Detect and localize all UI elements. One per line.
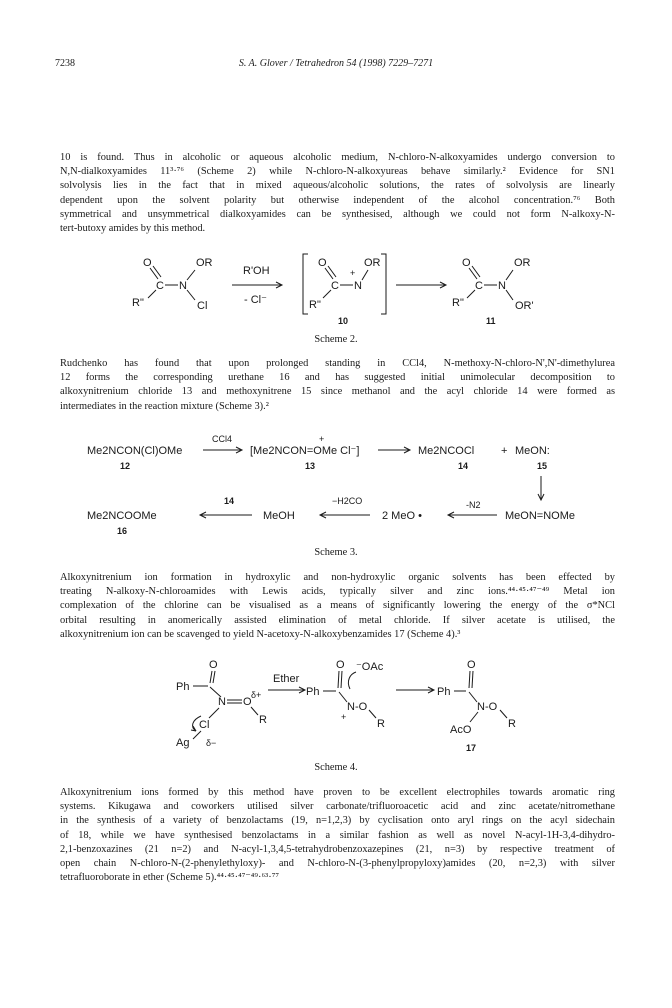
reagent-14-label: 14 bbox=[224, 496, 235, 506]
atom-label: O bbox=[462, 257, 471, 269]
scheme-2-diagram bbox=[0, 248, 672, 328]
partial-charge: δ+ bbox=[251, 690, 262, 700]
text-line: tetrafluoroborate in ether (Scheme 5).⁴⁴·⁴⁵·⁴⁷⁻⁴⁹·⁶³·⁷⁷ bbox=[60, 872, 279, 884]
atom-label: OR bbox=[196, 257, 213, 269]
acyl-chloride-14: Me2NCOCl bbox=[418, 445, 475, 457]
plus-sign: + bbox=[501, 445, 508, 457]
atom-label: N bbox=[498, 280, 506, 292]
loss-label: −H2CO bbox=[332, 496, 363, 506]
text-line: alkoxynitrenium ion can be scavenged to yield N-acetoxy-N-alkoxybenzamides 17 (Scheme 4).³ bbox=[60, 628, 461, 640]
compound-number: 13 bbox=[305, 461, 316, 471]
text-line: 12 forms the corresponding urethane 16 and has suggested initial unimolecular decomposition to bbox=[60, 372, 615, 384]
text-line: 10 is found. Thus in alcoholic or aqueous alcoholic medium, N-chloro-N-alkoxyamides undergo conversion to bbox=[60, 152, 615, 163]
compound-number: 14 bbox=[458, 461, 469, 471]
atom-label: C bbox=[475, 280, 483, 292]
atom-label: Cl bbox=[197, 300, 208, 312]
methoxyl-radical: 2 MeO • bbox=[382, 510, 422, 522]
phenyl-label: Ph bbox=[306, 686, 320, 698]
atom-label: Cl bbox=[199, 719, 210, 731]
paragraph-1 bbox=[60, 151, 615, 236]
scheme-3-diagram bbox=[0, 418, 672, 558]
atom-label: O bbox=[143, 257, 152, 269]
text-line: tert-butoxy amides by this method. bbox=[60, 223, 206, 235]
atom-label: N bbox=[218, 696, 226, 708]
reagent-label: Ether bbox=[273, 673, 300, 685]
text-line: 2,1-benzoxazines (21 n=2) and N-acyl-1,3,4,5-tetrahydrobenzoxazepines (21, n=3) by respective treatment of bbox=[60, 843, 615, 855]
ion-pair-13: [Me2NCON=OMe Cl⁻] bbox=[250, 445, 360, 457]
methanol: MeOH bbox=[263, 510, 295, 522]
text-line: open chain N-chloro-N-(2-phenylethyloxy)- and N-chloro-N-(3-phenylpropyloxy)amides (20, n=2,3) with silver bbox=[60, 858, 615, 870]
charge-label: + bbox=[341, 712, 347, 722]
urethane-16: Me2NCOOMe bbox=[87, 510, 157, 522]
atom-label: OR bbox=[514, 257, 531, 269]
compound-number: 17 bbox=[466, 743, 477, 753]
atom-label: N bbox=[354, 280, 362, 292]
text-line: of 18, while we have synthesised benzolactams in a similar fashion as well as novel N-acyl-1H-3,4-dihydro- bbox=[60, 829, 615, 841]
atom-label: R" bbox=[309, 299, 321, 311]
atom-label: O bbox=[209, 659, 218, 671]
atom-label: OR' bbox=[515, 300, 534, 312]
solvent-label: CCl4 bbox=[212, 434, 233, 444]
phenyl-label: Ph bbox=[437, 686, 451, 698]
scheme-3-caption: Scheme 3. bbox=[314, 547, 358, 558]
text-line: orbital resulting in anomerically assisted elimination of metal chloride. If silver acetate is utilised, the bbox=[60, 614, 615, 626]
azo-compound: MeON=NOMe bbox=[505, 510, 575, 522]
text-line: Alkoxynitrenium ion formation in hydroxylic and non-hydroxylic organic solvents has been effected by bbox=[60, 572, 615, 583]
text-line: Rudchenko has found that upon prolonged standing in CCl4, N-methoxy-N-chloro-N',N'-dimethylurea bbox=[60, 358, 615, 369]
text-line: treating N-alkoxy-N-chloroamides with Lewis acids, typically silver and zinc ions.⁴⁴·⁴⁵·⁴⁷⁻⁴⁹ Metal ion bbox=[60, 586, 615, 598]
atom-label: C bbox=[331, 280, 339, 292]
compound-number: 12 bbox=[120, 461, 131, 471]
text-line: complexation of the chlorine can be visualised as a means of significantly lowering the energy of the σ*NCl bbox=[60, 600, 615, 612]
partial-charge: δ− bbox=[206, 738, 217, 748]
scheme-4-caption: Scheme 4. bbox=[314, 762, 358, 773]
text-line: dependent upon the solvent polarity but otherwise independent of the alcohol concentration.⁷⁶ Both bbox=[60, 194, 615, 206]
atom-label: OR bbox=[364, 257, 381, 269]
charge-label: + bbox=[319, 434, 325, 444]
acetoxy-label: AcO bbox=[450, 724, 472, 736]
atom-label: R" bbox=[452, 297, 464, 309]
byproduct-label: - Cl⁻ bbox=[244, 294, 267, 306]
paragraph-4 bbox=[60, 786, 615, 885]
text-line: alkoxynitrenium chloride 13 and methoxynitrene 15 since methanol and the acyl chloride 14 were formed as bbox=[60, 386, 615, 398]
atom-label: O bbox=[336, 659, 345, 671]
scheme-4-diagram bbox=[0, 650, 672, 770]
compound-number: 15 bbox=[537, 461, 548, 471]
compound-number: 10 bbox=[338, 316, 349, 326]
n-o-label: N-O bbox=[347, 701, 368, 713]
atom-label: O bbox=[318, 257, 327, 269]
page-number: 7238 bbox=[55, 58, 75, 69]
text-line: symmetrical and unsymmetrical dialkoxyamides can be synthesised, although we could not form N-alkoxy-N- bbox=[60, 208, 615, 220]
atom-label: R" bbox=[132, 297, 144, 309]
loss-label: -N2 bbox=[466, 500, 481, 510]
atom-label: N bbox=[179, 280, 187, 292]
atom-label: O bbox=[243, 696, 252, 708]
paragraph-2 bbox=[60, 357, 615, 414]
text-line: intermediates in the reaction mixture (Scheme 3).² bbox=[60, 400, 269, 412]
atom-label: Ag bbox=[176, 737, 190, 749]
n-o-label: N-O bbox=[477, 701, 498, 713]
compound-number: 16 bbox=[117, 526, 128, 536]
atom-label: R bbox=[377, 718, 385, 730]
atom-label: R bbox=[508, 718, 516, 730]
text-line: N,N-dialkoxyamides 11³·⁷⁶ (Scheme 2) while N-chloro-N-alkoxyureas behave similarly.² Evidence for SN1 bbox=[60, 166, 615, 178]
text-line: in the synthesis of a variety of benzolactams (19, n=1,2,3) by cyclisation onto aryl rings on the acyl sidechain bbox=[60, 815, 615, 827]
compound-number: 11 bbox=[486, 316, 496, 326]
reactant-12: Me2NCON(Cl)OMe bbox=[87, 445, 183, 457]
reagent-label: R'OH bbox=[243, 265, 270, 277]
text-line: systems. Kikugawa and coworkers utilised silver carbonate/trifluoroacetic acid and zinc acetate/nitromethane bbox=[60, 801, 615, 813]
scheme-2-caption: Scheme 2. bbox=[314, 334, 358, 345]
phenyl-label: Ph bbox=[176, 681, 190, 693]
paragraph-3 bbox=[60, 571, 615, 642]
charge-label: + bbox=[350, 268, 356, 278]
atom-label: R bbox=[259, 714, 267, 726]
acetate-label: ⁻OAc bbox=[356, 661, 384, 673]
atom-label: C bbox=[156, 280, 164, 292]
text-line: solvolysis lies in the fact that in mixed aqueous/alcoholic solutions, the rates of solvolysis are linearly bbox=[60, 180, 615, 192]
nitrene-15: MeON: bbox=[515, 445, 550, 457]
running-head: S. A. Glover / Tetrahedron 54 (1998) 7229–7271 bbox=[238, 58, 434, 69]
text-line: Alkoxynitrenium ions formed by this method have proven to be excellent electrophiles towards aromatic ring bbox=[60, 787, 615, 798]
atom-label: O bbox=[467, 659, 476, 671]
